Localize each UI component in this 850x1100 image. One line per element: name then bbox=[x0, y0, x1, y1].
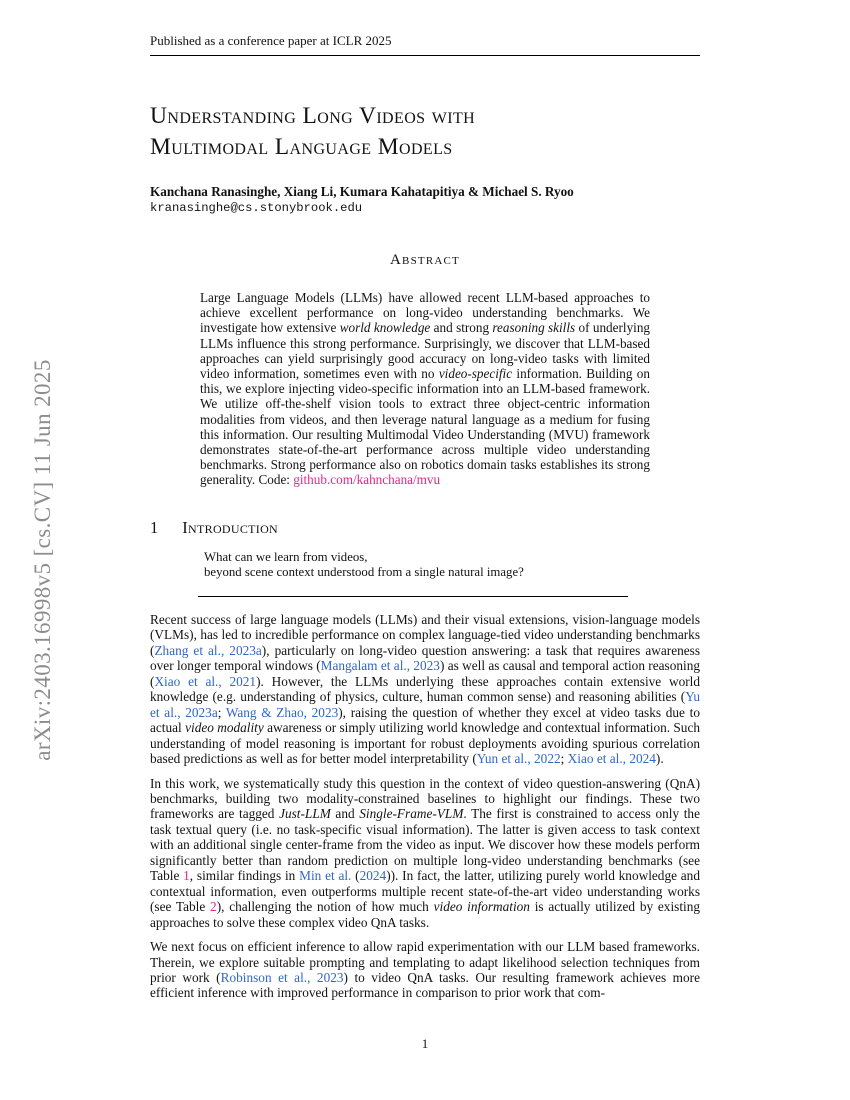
section-number: 1 bbox=[150, 518, 159, 537]
table-ref-link[interactable]: 1 bbox=[183, 868, 190, 884]
table-ref-link[interactable]: 2 bbox=[210, 899, 217, 915]
citation-link[interactable]: Mangalam et al., 2023 bbox=[320, 658, 440, 674]
citation-link[interactable]: Yun et al., 2022 bbox=[476, 751, 561, 767]
citation-link[interactable]: Xiao et al., 2021 bbox=[154, 673, 257, 689]
citation-link[interactable]: Robinson et al., 2023 bbox=[220, 969, 344, 985]
arxiv-watermark: arXiv:2403.16998v5 [cs.CV] 11 Jun 2025 bbox=[30, 359, 55, 761]
title-line-2: Multimodal Language Models bbox=[150, 133, 453, 160]
citation-link[interactable]: Zhang et al., 2023a bbox=[154, 642, 262, 658]
intro-paragraph-1: Recent success of large language models (LLMs) and their visual extensions, vision-language models (VLMs), has led to incredible performance on complex language-tied video understanding benchmarks (Zhang et al., 2023a), particularly on long-video question answering: a task that requires awareness over longer temporal windows (Mangalam et al., 2023) as well as causal and temporal action reasoning (Xiao et al., 2021). However, the LLMs underlying these approaches contain extensive world knowledge (e.g. understanding of physics, culture, human common sense) and reasoning abilities (Yu et al., 2023a; Wang & Zhao, 2023), raising the question of whether they excel at video tasks due to actual video modality awareness or simply utilizing world knowledge and contextual information. Such understanding of model reasoning is important for robust deployments avoiding spurious correlation based predictions as well as for better model interpretability (Yun et al., 2022; Xiao et al., 2024). bbox=[150, 612, 701, 767]
citation-link[interactable]: Wang & Zhao, 2023 bbox=[225, 704, 339, 720]
authors-line: Kanchana Ranasinghe, Xiang Li, Kumara Kahatapitiya & Michael S. Ryoo bbox=[150, 184, 574, 199]
citation-link[interactable]: Min et al. bbox=[299, 868, 352, 884]
epigraph-line-2: beyond scene context understood from a single natural image? bbox=[204, 565, 524, 579]
intro-paragraph-2: In this work, we systematically study this question in the context of video question-answering (QnA) benchmarks, building two modality-constrained baselines to highlight our findings. These two frameworks are tagged Just-LLM and Single-Frame-VLM. The first is constrained to access only the task textual query (i.e. no task-specific visual information). The latter is given access to task context with an additional single center-frame from the video as input. We discover how these models perform significantly better than random prediction on multiple long-video understanding benchmarks (see Table 1, similar findings in Min et al. (2024)). In fact, the latter, utilizing purely world knowledge and contextual information, even outperforms multiple recent state-of-the-art video understanding works (see Table 2), challenging the notion of how much video information is actually utilized by existing approaches to solve these complex video QnA tasks. bbox=[150, 775, 701, 930]
citation-link[interactable]: Xiao et al., 2024 bbox=[567, 751, 656, 767]
page-number: 1 bbox=[421, 1036, 429, 1051]
section-title: Introduction bbox=[182, 518, 279, 537]
abstract-text: Large Language Models (LLMs) have allowed recent LLM-based approaches to achieve excellent performance on long-video understanding benchmarks. We investigate how extensive world knowledge and strong reasoning skills of underlying LLMs influence this strong performance. Surprisingly, we discover that LLM-based approaches can yield surprisingly good accuracy on long-video tasks with limited video information, sometimes even with no video-specific information. Building on this, we explore injecting video-specific information into an LLM-based framework. We utilize off-the-shelf vision tools to extract three object-centric information modalities from videos, and then leverage natural language as a medium for fusing this information. Our resulting Multimodal Video Understanding (MVU) framework demonstrates state-of-the-art performance across multiple video understanding benchmarks. Strong performance also on robotics domain tasks establishes its strong generality. Code: github.com/kahnchana/mvu bbox=[200, 290, 651, 488]
citation-link[interactable]: 2024 bbox=[359, 868, 387, 884]
abstract-heading: Abstract bbox=[390, 252, 460, 268]
intro-paragraph-3: We next focus on efficient inference to allow rapid experimentation with our LLM based frameworks. Therein, we explore suitable prompting and templating to adapt likelihood selection techniques from prior work (Robinson et al., 2023) to video QnA tasks. Our resulting framework achieves more efficient inference with improved performance in comparison to prior work that com- bbox=[150, 939, 701, 1001]
citation-link[interactable]: Yu et al., 2023a bbox=[150, 689, 700, 720]
header-text: Published as a conference paper at ICLR 2025 bbox=[150, 33, 392, 48]
url-link[interactable]: github.com/kahnchana/mvu bbox=[293, 472, 441, 488]
epigraph-quote bbox=[198, 550, 628, 597]
author-email: kranasinghe@cs.stonybrook.edu bbox=[150, 201, 363, 215]
paper-title bbox=[150, 101, 710, 162]
section-1-heading bbox=[150, 518, 700, 538]
introduction-body bbox=[150, 612, 700, 1010]
epigraph-line-1: What can we learn from videos, bbox=[204, 550, 368, 564]
title-line-1: Understanding Long Videos with bbox=[150, 103, 476, 129]
page-header bbox=[150, 33, 700, 56]
